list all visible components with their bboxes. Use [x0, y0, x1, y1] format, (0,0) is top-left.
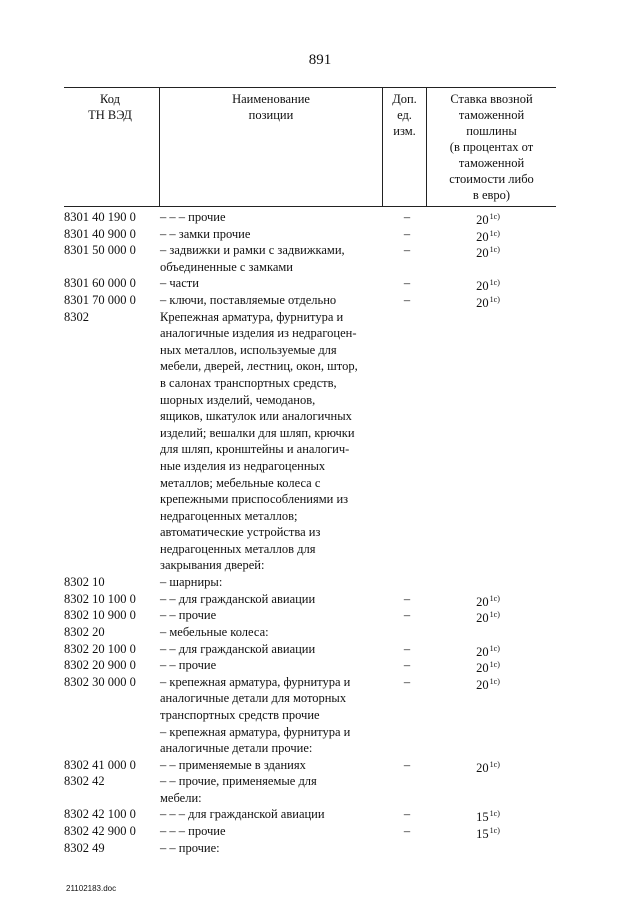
row-unit: –	[403, 292, 411, 307]
row-name: – – прочие	[160, 658, 217, 673]
table-row	[64, 309, 556, 575]
row-rate	[456, 309, 520, 329]
row-rate	[456, 724, 520, 744]
row-code: 8302 20 100 0	[64, 641, 136, 656]
row-unit: –	[403, 608, 411, 623]
row-code: 8302 41 000 0	[64, 757, 136, 772]
table-row	[64, 823, 556, 840]
table-row	[64, 674, 556, 724]
row-code: 8302 20 900 0	[64, 658, 136, 673]
row-code: 8302 10	[64, 575, 105, 590]
table-row	[64, 607, 556, 624]
row-rate	[456, 840, 520, 860]
row-name: – – для гражданской авиации	[160, 641, 316, 656]
row-unit: –	[403, 243, 411, 258]
document-filename: 21102183.doc	[66, 884, 117, 893]
tariff-table	[64, 87, 556, 856]
row-name: – – – прочие	[160, 824, 226, 839]
row-rate	[456, 773, 520, 793]
rate-footnote: 1c)	[489, 676, 500, 686]
row-name: – шарниры:	[160, 575, 223, 590]
table-row	[64, 757, 556, 774]
page-number: 891	[308, 52, 332, 68]
row-code: 8302 42 100 0	[64, 807, 136, 822]
row-unit: –	[403, 824, 411, 839]
row-name: – мебельные колеса:	[160, 624, 269, 639]
header-rate: Ставка ввозной таможенной пошлины (в процентах от таможенной стоимости либо в евро)	[449, 92, 534, 202]
rate-footnote: 1c)	[489, 593, 500, 603]
header-unit: Доп. ед. изм.	[392, 92, 417, 138]
table-row	[64, 275, 556, 292]
header-name: Наименование позиции	[232, 92, 310, 122]
table-row	[64, 641, 556, 658]
rate-value: 20	[476, 594, 489, 609]
rate-value: 20	[476, 661, 489, 676]
row-name: – – замки прочие	[160, 226, 251, 241]
rate-footnote: 1c)	[489, 294, 500, 304]
row-code: 8302 42 900 0	[64, 824, 136, 839]
rate-value: 20	[476, 760, 489, 775]
rate-value: 20	[476, 677, 489, 692]
row-name: – – для гражданской авиации	[160, 591, 316, 606]
row-name: – задвижки и рамки с задвижками, объединенные с замками	[160, 243, 345, 274]
table-row	[64, 209, 556, 226]
rate-footnote: 1c)	[489, 245, 500, 255]
row-code: 8302 10 100 0	[64, 591, 136, 606]
rate-value: 20	[476, 279, 489, 294]
row-code: 8302 42	[64, 774, 105, 789]
row-rate	[456, 242, 520, 262]
table-row	[64, 840, 556, 857]
table-row	[64, 773, 556, 806]
row-code: 8301 40 900 0	[64, 226, 136, 241]
table-row	[64, 242, 556, 275]
row-code: 8302 10 900 0	[64, 608, 136, 623]
row-name: – – – для гражданской авиации	[160, 807, 325, 822]
table-row	[64, 724, 556, 757]
rate-footnote: 1c)	[489, 759, 500, 769]
row-name: – крепежная арматура, фурнитура и аналогичные детали для моторных транспортных средств прочие	[160, 674, 351, 722]
rate-value: 20	[476, 229, 489, 244]
row-code: 8301 70 000 0	[64, 292, 136, 307]
row-unit: –	[403, 807, 411, 822]
rate-value: 20	[476, 295, 489, 310]
row-code: 8301 40 190 0	[64, 210, 136, 224]
row-name: Крепежная арматура, фурнитура и аналогичные изделия из недрагоцен- ных металлов, используемые для мебели, дверей, лестниц, окон, штор, в салонах транспортных средств, шорных изделий, чемоданов, ящиков, шкатулок или аналогичных изделий; вешалки для шляп, крючки для шляп, кронштейны и аналогич- ные изделия из недрагоценных металлов; мебельные колеса с крепежными приспособлениями из недрагоценных металлов; автоматические устройства из недрагоценных металлов для закрывания дверей:	[160, 309, 358, 573]
table-row	[64, 292, 556, 309]
header-code: Код ТН ВЭД	[88, 92, 132, 122]
table-row	[64, 574, 556, 591]
table-row	[64, 806, 556, 823]
row-code: 8301 60 000 0	[64, 276, 136, 291]
row-unit: –	[403, 210, 411, 224]
rate-value: 20	[476, 611, 489, 626]
table-row	[64, 624, 556, 641]
row-unit: –	[403, 757, 411, 772]
rate-value: 15	[476, 827, 489, 842]
rate-footnote: 1c)	[489, 212, 500, 221]
rate-footnote: 1c)	[489, 278, 500, 288]
row-unit: –	[403, 658, 411, 673]
rate-footnote: 1c)	[489, 610, 500, 620]
row-name: – – применяемые в зданиях	[160, 757, 306, 772]
table-row	[64, 591, 556, 608]
row-unit: –	[403, 226, 411, 241]
row-unit: –	[403, 276, 411, 291]
table-header	[64, 88, 556, 207]
row-code: 8302 20	[64, 624, 105, 639]
row-code: 8302 30 000 0	[64, 674, 136, 689]
table-row	[64, 226, 556, 243]
table-body	[64, 209, 556, 856]
row-name: – – прочие	[160, 608, 217, 623]
rate-footnote: 1c)	[489, 826, 500, 836]
rate-value: 20	[476, 644, 489, 659]
rate-value: 20	[476, 246, 489, 261]
row-unit: –	[403, 591, 411, 606]
row-rate	[456, 674, 520, 694]
rate-footnote: 1c)	[489, 228, 500, 238]
row-unit: –	[403, 641, 411, 656]
row-code: 8302	[64, 309, 89, 324]
table-row	[64, 657, 556, 674]
rate-value: 20	[476, 213, 489, 227]
rate-footnote: 1c)	[489, 660, 500, 670]
row-unit: –	[403, 674, 411, 689]
rate-value: 15	[476, 810, 489, 825]
row-name: – части	[160, 276, 199, 291]
row-name: – крепежная арматура, фурнитура и аналогичные детали прочие:	[160, 724, 351, 756]
rate-footnote: 1c)	[489, 809, 500, 819]
row-code: 8302 49	[64, 840, 105, 855]
row-name: – ключи, поставляемые отдельно	[160, 292, 337, 307]
rate-footnote: 1c)	[489, 643, 500, 653]
row-code: 8301 50 000 0	[64, 243, 136, 258]
row-name: – – прочие:	[160, 840, 220, 855]
row-name: – – прочие, применяемые для мебели:	[160, 774, 317, 805]
row-name: – – – прочие	[160, 210, 226, 224]
